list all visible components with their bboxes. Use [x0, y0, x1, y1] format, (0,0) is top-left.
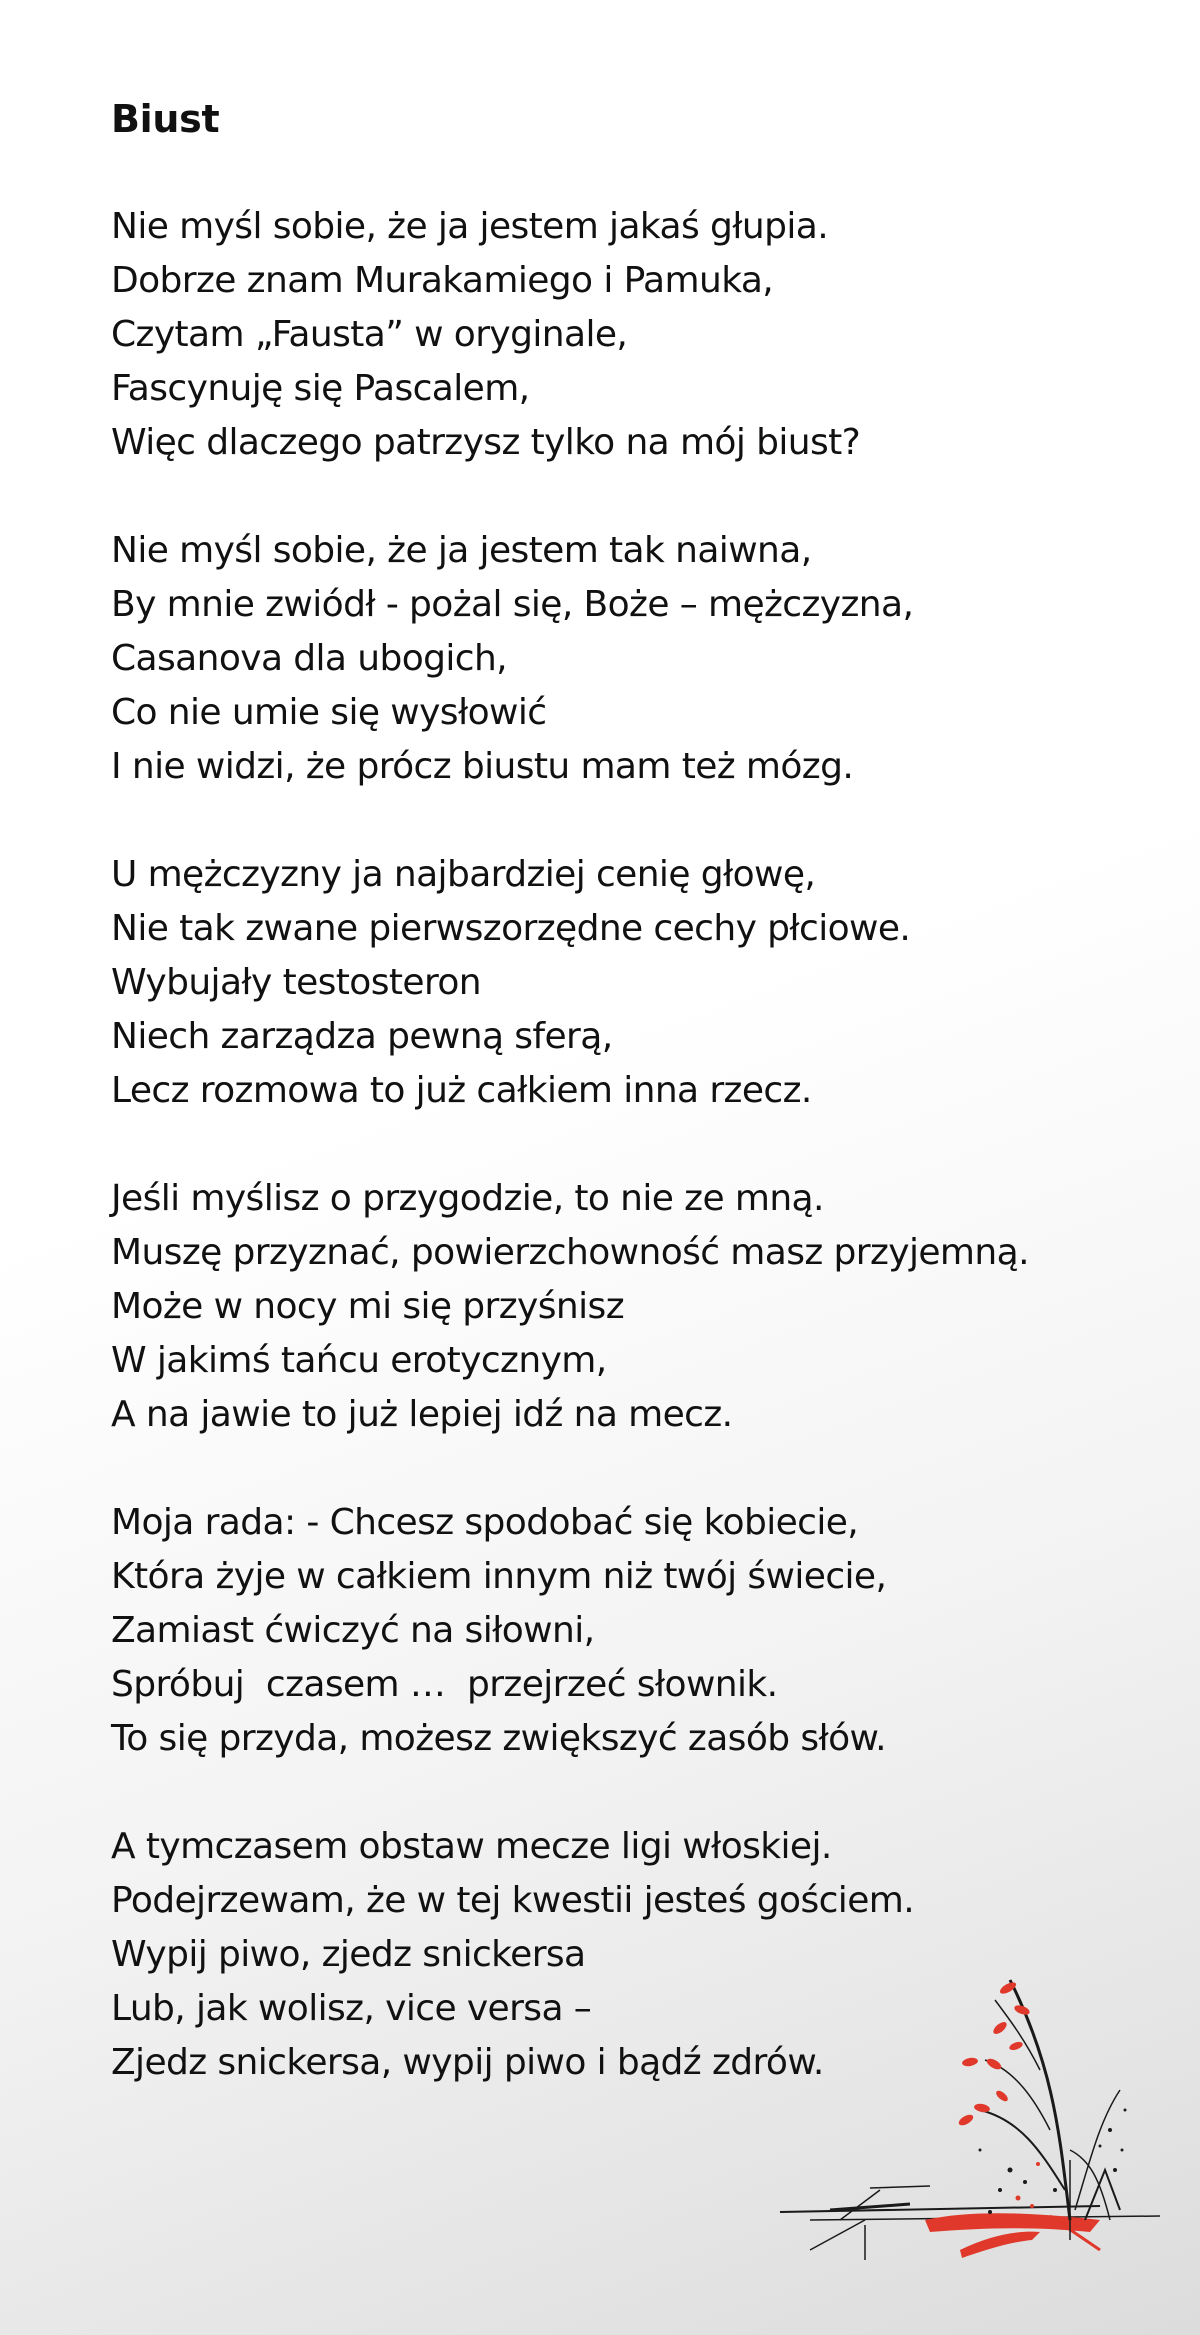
verse-line: Nie myśl sobie, że ja jestem tak naiwna, [111, 530, 812, 571]
poem-title: Biust [111, 97, 220, 141]
verse-line: Wybujały testosteron [111, 962, 482, 1003]
verse-line: Wypij piwo, zjedz snickersa [111, 1934, 586, 1975]
verse-line: Więc dlaczego patrzysz tylko na mój biust? [111, 422, 861, 463]
verse-line: Nie myśl sobie, że ja jestem jakaś głupia. [111, 206, 829, 247]
verse-line: Niech zarządza pewną sferą, [111, 1016, 613, 1057]
verse-line: I nie widzi, że prócz biustu mam też mózg. [111, 746, 854, 787]
verse-line: Może w nocy mi się przyśnisz [111, 1286, 624, 1327]
stanza [111, 524, 1111, 794]
verse-line: Moja rada: - Chcesz spodobać się kobiecie, [111, 1502, 859, 1543]
verse-line: Casanova dla ubogich, [111, 638, 508, 679]
verse-line: By mnie zwiódł - pożal się, Boże – mężczyzna, [111, 584, 914, 625]
verse-line: Czytam „Fausta” w oryginale, [111, 314, 628, 355]
verse-line: W jakimś tańcu erotycznym, [111, 1340, 607, 1381]
verse-line: Która żyje w całkiem innym niż twój świecie, [111, 1556, 887, 1597]
stanza [111, 1172, 1111, 1442]
verse-line: Jeśli myślisz o przygodzie, to nie ze mną. [111, 1178, 824, 1219]
ink-brush-plant-illustration [770, 1920, 1170, 2300]
verse-line: Zamiast ćwiczyć na siłowni, [111, 1610, 595, 1651]
verse-line: To się przyda, możesz zwiększyć zasób słów. [111, 1718, 886, 1759]
verse-line: Nie tak zwane pierwszorzędne cechy płciowe. [111, 908, 911, 949]
verse-line: Spróbuj czasem … przejrzeć słownik. [111, 1664, 778, 1705]
verse-line: Lecz rozmowa to już całkiem inna rzecz. [111, 1070, 812, 1111]
verse-line: Lub, jak wolisz, vice versa – [111, 1988, 592, 2029]
verse-line: Fascynuję się Pascalem, [111, 368, 530, 409]
verse-line: Co nie umie się wysłowić [111, 692, 547, 733]
stanza [111, 200, 1111, 470]
verse-line: A na jawie to już lepiej idź na mecz. [111, 1394, 733, 1435]
poem-page [111, 92, 1111, 2144]
stanza [111, 1496, 1111, 1766]
verse-line: A tymczasem obstaw mecze ligi włoskiej. [111, 1826, 832, 1867]
poem-body [111, 200, 1111, 2090]
verse-line: Podejrzewam, że w tej kwestii jesteś gościem. [111, 1880, 915, 1921]
verse-line: Zjedz snickersa, wypij piwo i bądź zdrów. [111, 2042, 824, 2083]
verse-line: Muszę przyznać, powierzchowność masz przyjemną. [111, 1232, 1029, 1273]
verse-line: Dobrze znam Murakamiego i Pamuka, [111, 260, 774, 301]
stanza [111, 848, 1111, 1118]
verse-line: U mężczyzny ja najbardziej cenię głowę, [111, 854, 816, 895]
